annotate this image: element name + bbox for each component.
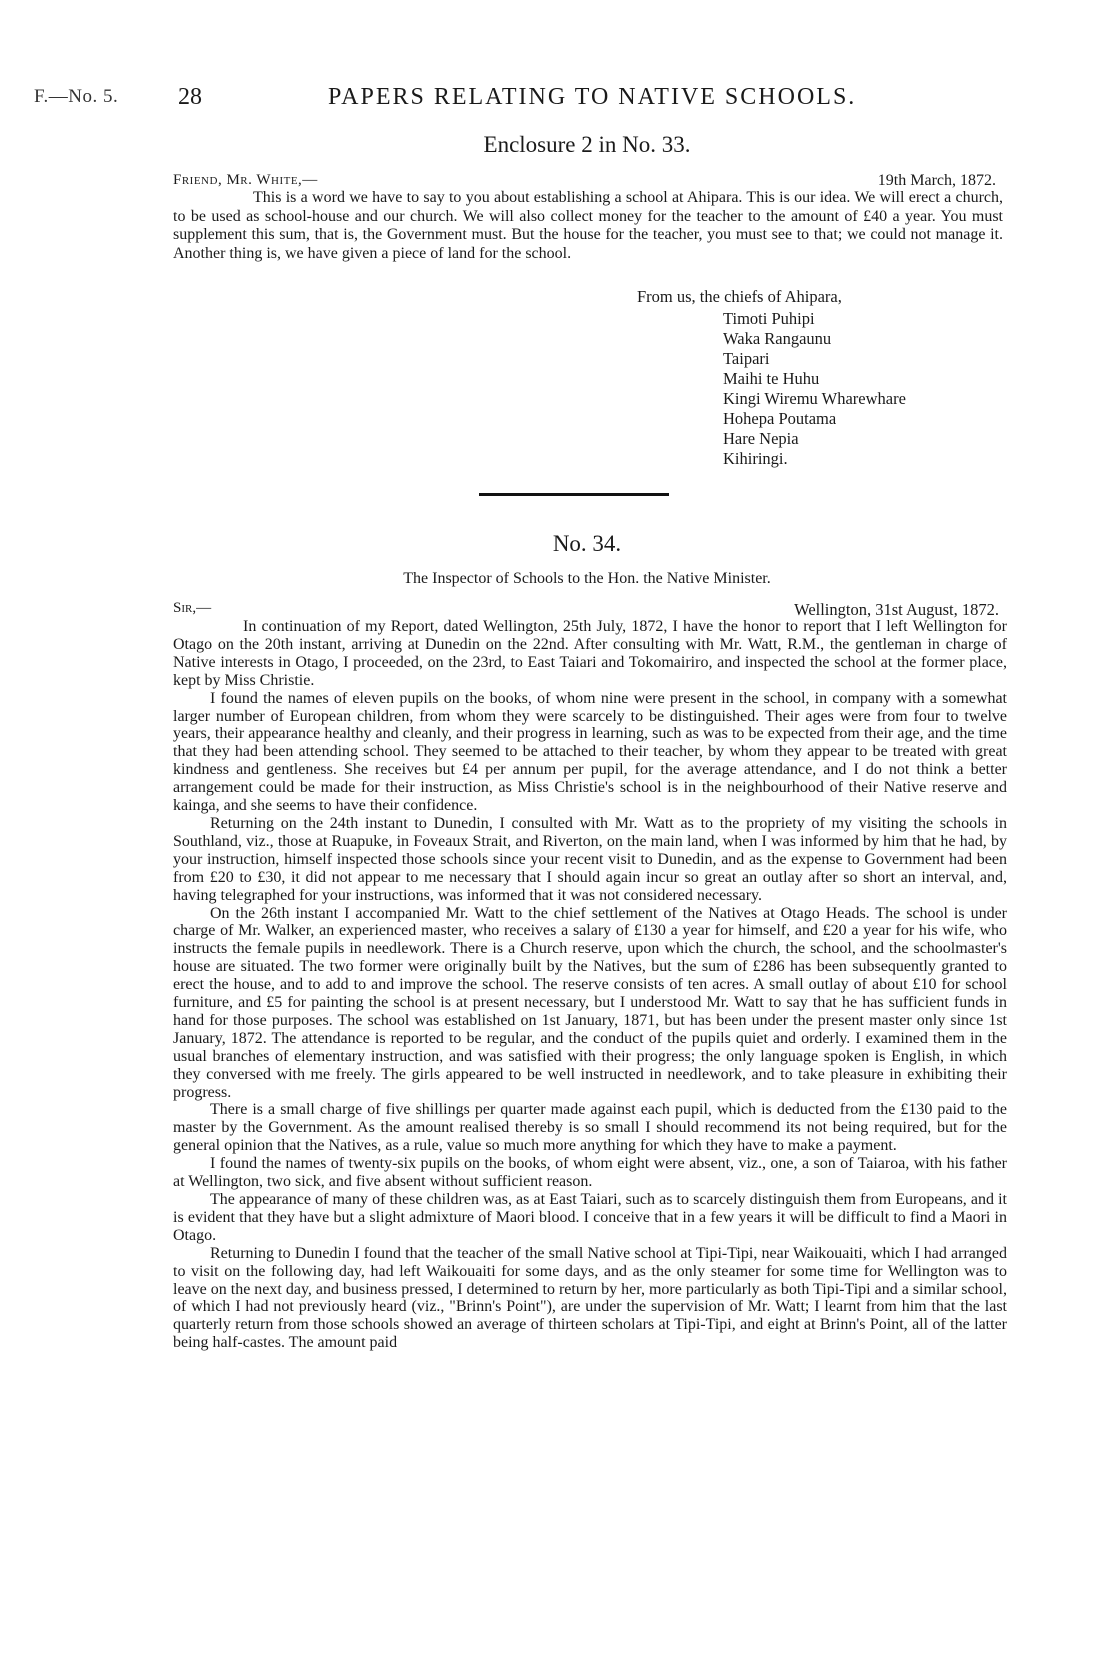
signatory: Timoti Puhipi	[723, 309, 815, 328]
signatory: Waka Rangaunu	[723, 329, 832, 348]
letter-paragraph: On the 26th instant I accompanied Mr. Watt to the chief settlement of the Natives at Otago Heads. The school is under charge of Mr. Walker, an experienced master, who receives a salary of £130 a year for himself, and £20 a year for his wife, who instructs the female pupils in needlework. There is a Church reserve, upon which the church, the school, and the schoolmaster's house are situated. The two former were originally built by the Natives, but the sum of £286 has been subsequently granted to erect the house, and to add to and improve the school. The reserve consists of ten acres. A small outlay of about £10 for school furniture, and £5 for painting the school is at present necessary, but I understood Mr. Watt to say that he has sufficient funds in hand for those purposes. The school was established on 1st January, 1871, but has been under the present master only since 1st January, 1872. The attendance is reported to be regular, and the conduct of the pupils quiet and orderly. I examined them in the usual branches of elementary instruction, and was satisfied with their progress; the only language spoken is English, in which they conversed with me freely. The girls appeared to be well instructed in needlework, and to take pleasure in exhibiting their progress.	[173, 904, 1007, 1101]
letter-body	[173, 618, 1007, 1352]
letter-paragraph: Returning on the 24th instant to Dunedin, I consulted with Mr. Watt as to the propriety of my visiting the schools in Southland, viz., those at Ruapuke, in Foveaux Strait, and Riverton, on the main land, when I was informed by him that he had, by your instruction, himself inspected those schools since your recent visit to Dunedin, and as the expense to Government had been from £20 to £30, it did not appear to me necessary that I should again incur so great an outlay after so short an interval, and, having telegraphed for your instructions, was informed that it was not considered necessary.	[173, 814, 1007, 904]
signatory-list	[723, 309, 906, 469]
page-reference: F.—No. 5.	[34, 86, 119, 107]
page-number: 28	[178, 84, 202, 110]
enclosure-date: 19th March, 1872.	[877, 172, 996, 189]
section-divider	[479, 493, 669, 496]
enclosure-salutation: Friend, Mr. White,—	[173, 172, 318, 188]
signatory: Taipari	[723, 349, 770, 368]
letter-subhead: The Inspector of Schools to the Hon. the Native Minister.	[403, 570, 771, 587]
letter-paragraph: There is a small charge of five shillings per quarter made against each pupil, which is deducted from the £130 paid to the master by the Government. As the amount realised thereby is so small I should recommend its not being required, but for the general opinion that the Natives, as a rule, value so much more anything for which they have to make a payment.	[173, 1101, 1007, 1155]
letter-paragraph: I found the names of eleven pupils on the books, of whom nine were present in the school, in company with a somewhat larger number of European children, from whom they were scarcely to be distinguished. Their ages were from four to twelve years, their appearance healthy and cleanly, and their progress in learning, such as was to be expected from their age, and the time that they had been attending school. They seemed to be attached to their teacher, by whom they appear to be treated with great kindness and gentleness. She receives but £4 per annum per pupil, for the average attendance, and I do not think a better arrangement could be made for their instruction, as Miss Christie's school is in the neighbourhood of their Native reserve and kainga, and she seems to have their confidence.	[173, 689, 1007, 815]
signatory: Hohepa Poutama	[723, 409, 837, 428]
letter-paragraph: In continuation of my Report, dated Wellington, 25th July, 1872, I have the honor to report that I left Wellington for Otago on the 20th instant, arriving at Dunedin on the 22nd. After consulting with Mr. Watt, R.M., the gentleman in charge of Native interests in Otago, I proceeded, on the 23rd, to East Taiari and Tokomairiro, and inspected the school at the former place, kept by Miss Christie.	[173, 618, 1007, 689]
letter-salutation: Sir,—	[173, 600, 212, 616]
signatory: Hare Nepia	[723, 429, 799, 448]
letter-paragraph: Returning to Dunedin I found that the teacher of the small Native school at Tipi-Tipi, near Waikouaiti, which I had arranged to visit on the following day, had left Waikouaiti for some days, and as the only steamer for some time for Wellington was to leave on the next day, and business pressed, I determined to return by her, more particularly as both Tipi-Tipi and a similar school, of which I had not previously heard (viz., "Brinn's Point"), are under the supervision of Mr. Watt; I learnt from him that the last quarterly return from those schools showed an average of thirteen scholars at Tipi-Tipi, and eight at Brinn's Point, all of the latter being half-castes. The amount paid	[173, 1244, 1007, 1352]
letter-date: Wellington, 31st August, 1872.	[794, 600, 999, 619]
enclosure-title: Enclosure 2 in No. 33.	[483, 132, 691, 157]
signatory: Kingi Wiremu Wharewhare	[723, 389, 906, 408]
signatory: Kihiringi.	[723, 449, 788, 468]
enclosure-from-line: From us, the chiefs of Ahipara,	[637, 287, 842, 306]
letter-paragraph: I found the names of twenty-six pupils on the books, of whom eight were absent, viz., one, a son of Taiaroa, with his father at Wellington, two sick, and five absent without sufficient reason.	[173, 1155, 1007, 1191]
letter-paragraph: The appearance of many of these children was, as at East Taiari, such as to scarcely distinguish them from Europeans, and it is evident that they have but a slight admixture of Maori blood. I conceive that in a few years it will be difficult to find a Maori in Otago.	[173, 1191, 1007, 1244]
enclosure-paragraph: This is a word we have to say to you about establishing a school at Ahipara. This is our idea. We will erect a church, to be used as school-house and our church. We will also collect money for the teacher to the amount of £40 a year. You must supplement this sum, that is, the Government must. But the house for the teacher, you must see to that; we could not manage it. Another thing is, we have given a piece of land for the school.	[173, 189, 1003, 262]
enclosure-body	[173, 189, 1003, 263]
running-title: PAPERS RELATING TO NATIVE SCHOOLS.	[328, 84, 857, 110]
letter-title: No. 34.	[552, 531, 622, 556]
signatory: Maihi te Huhu	[723, 369, 820, 388]
